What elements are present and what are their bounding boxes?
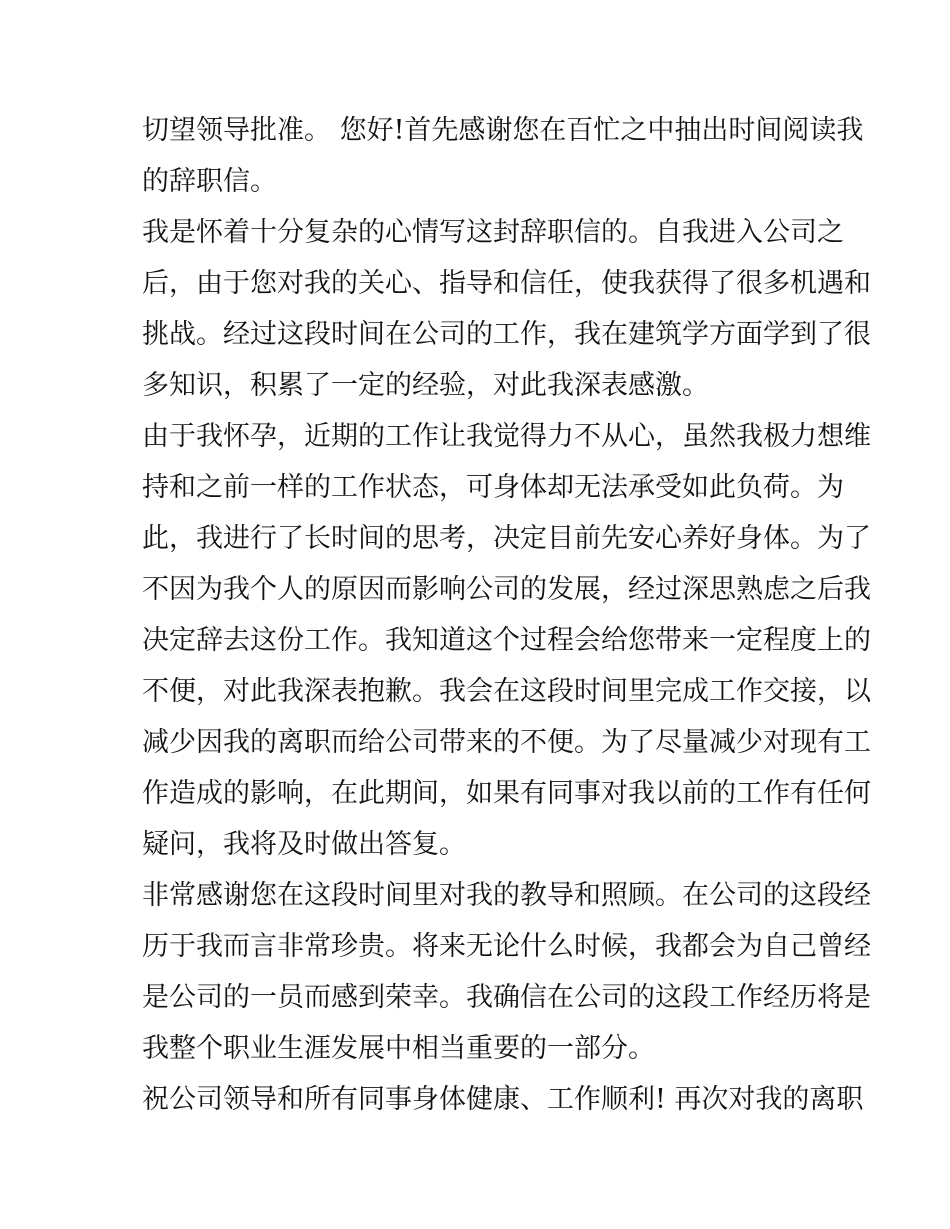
text-line: 我整个职业生涯发展中相当重要的一部分。 [142, 1033, 655, 1064]
text-line: 是公司的一员而感到荣幸。我确信在公司的这段工作经历将是 [142, 982, 871, 1013]
text-line: 历于我而言非常珍贵。将来无论什么时候，我都会为自己曾经 [142, 931, 871, 962]
text-line: 多知识，积累了一定的经验，对此我深表感激。 [142, 370, 709, 401]
text-line: 的辞职信。 [142, 166, 277, 197]
text-line: 疑问，我将及时做出答复。 [142, 829, 466, 860]
text-line: 我是怀着十分复杂的心情写这封辞职信的。自我进入公司之 [142, 217, 844, 248]
text-line: 祝公司领导和所有同事身体健康、工作顺利! 再次对我的离职 [142, 1084, 864, 1115]
text-line: 作造成的影响，在此期间，如果有同事对我以前的工作有任何 [142, 778, 871, 809]
text-line: 此，我进行了长时间的思考，决定目前先安心养好身体。为了 [142, 523, 871, 554]
text-line: 挑战。经过这段时间在公司的工作，我在建筑学方面学到了很 [142, 319, 871, 350]
text-line: 不便，对此我深表抱歉。我会在这段时间里完成工作交接，以 [142, 676, 871, 707]
text-line: 由于我怀孕，近期的工作让我觉得力不从心，虽然我极力想维 [142, 421, 871, 452]
resignation-letter-body [142, 105, 871, 1125]
text-line: 切望领导批准。 您好!首先感谢您在百忙之中抽出时间阅读我 [142, 115, 864, 146]
text-line: 决定辞去这份工作。我知道这个过程会给您带来一定程度上的 [142, 625, 871, 656]
text-line: 减少因我的离职而给公司带来的不便。为了尽量减少对现有工 [142, 727, 871, 758]
text-line: 持和之前一样的工作状态，可身体却无法承受如此负荷。为 [142, 472, 844, 503]
text-line: 非常感谢您在这段时间里对我的教导和照顾。在公司的这段经 [142, 880, 871, 911]
text-line: 后，由于您对我的关心、指导和信任，使我获得了很多机遇和 [142, 268, 871, 299]
text-line: 不因为我个人的原因而影响公司的发展，经过深思熟虑之后我 [142, 574, 871, 605]
